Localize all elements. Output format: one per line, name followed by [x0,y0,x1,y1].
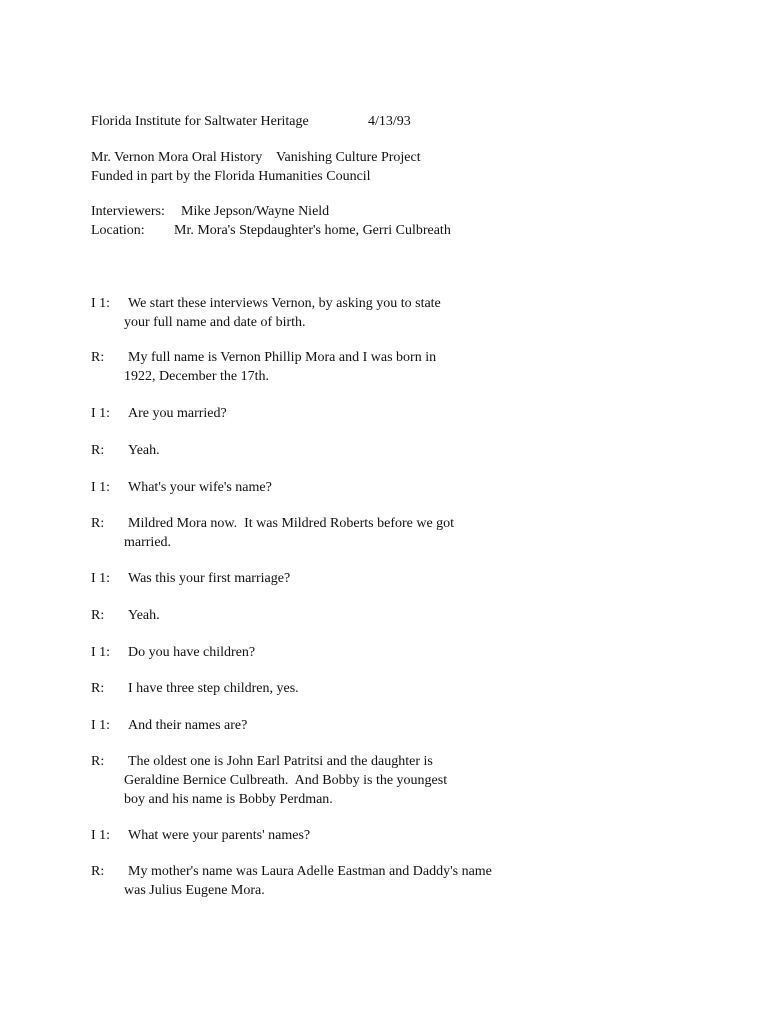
transcript-turn [91,643,611,662]
speech-line: We start these interviews Vernon, by asking you to state [128,296,441,311]
speech-text [124,404,611,423]
speech-line: boy and his name is Bobby Perdman. [124,792,333,807]
transcript-turn [91,862,611,900]
speech-line: I have three step children, yes. [128,681,299,696]
speech-line: And their names are? [128,718,248,733]
speaker-label: R: [91,443,105,458]
speech-line: your full name and date of birth. [124,315,306,330]
speaker-label: R: [91,681,105,696]
location-label: Location: [91,223,145,238]
organization-name: Florida Institute for Saltwater Heritage [91,114,309,129]
speech-line: married. [124,535,172,550]
speech-line: Are you married? [128,406,227,421]
speech-line: My full name is Vernon Phillip Mora and I was born in [128,350,437,365]
speech-line: Geraldine Bernice Culbreath. And Bobby is the youngest [124,773,448,788]
transcript-turn [91,606,611,625]
speaker-label: I 1: [91,718,111,733]
speaker-label: R: [91,350,105,365]
speaker-label: R: [91,754,105,769]
speech-text [124,478,611,497]
transcript-turn [91,752,611,809]
transcript-turn [91,679,611,698]
speech-text [124,826,611,845]
interviewers-value: Mike Jepson/Wayne Nield [181,204,330,219]
speech-line: Do you have children? [128,645,256,660]
transcript-turn [91,348,611,386]
speaker-label: I 1: [91,296,111,311]
speech-text [124,294,611,332]
transcript-turn [91,404,611,423]
speech-line: What were your parents' names? [128,828,311,843]
speech-text [124,348,611,386]
speech-line: The oldest one is John Earl Patritsi and the daughter is [128,754,433,769]
speech-text [124,514,611,552]
document-date: 4/13/93 [368,114,411,129]
speech-line: was Julius Eugene Mora. [124,883,265,898]
location-value: Mr. Mora's Stepdaughter's home, Gerri Culbreath [174,223,451,238]
speech-line: Yeah. [128,608,160,623]
funding-note: Funded in part by the Florida Humanities Council [91,169,371,184]
interviewers-label: Interviewers: [91,204,165,219]
speaker-label: R: [91,516,105,531]
speech-text [124,643,611,662]
speech-text [124,441,611,460]
speaker-label: I 1: [91,828,111,843]
speech-text [124,716,611,735]
transcript-turn [91,514,611,552]
transcript-turn [91,569,611,588]
speech-line: Mildred Mora now. It was Mildred Roberts before we got [128,516,455,531]
speaker-label: I 1: [91,480,111,495]
speaker-label: R: [91,864,105,879]
transcript-turn [91,826,611,845]
speech-line: What's your wife's name? [128,480,272,495]
speech-text [124,752,611,809]
speaker-label: I 1: [91,645,111,660]
speech-line: Was this your first marriage? [128,571,291,586]
document-title: Mr. Vernon Mora Oral History Vanishing Culture Project [91,150,421,165]
speaker-label: I 1: [91,406,111,421]
speech-text [124,606,611,625]
transcript-turn [91,294,611,332]
transcript-turn [91,716,611,735]
speech-text [124,679,611,698]
speech-line: My mother's name was Laura Adelle Eastman and Daddy's name [128,864,492,879]
speech-text [124,862,611,900]
speech-line: Yeah. [128,443,160,458]
transcript-turn [91,478,611,497]
speaker-label: R: [91,608,105,623]
speech-text [124,569,611,588]
transcript-turn [91,441,611,460]
speech-line: 1922, December the 17th. [124,369,270,384]
speaker-label: I 1: [91,571,111,586]
